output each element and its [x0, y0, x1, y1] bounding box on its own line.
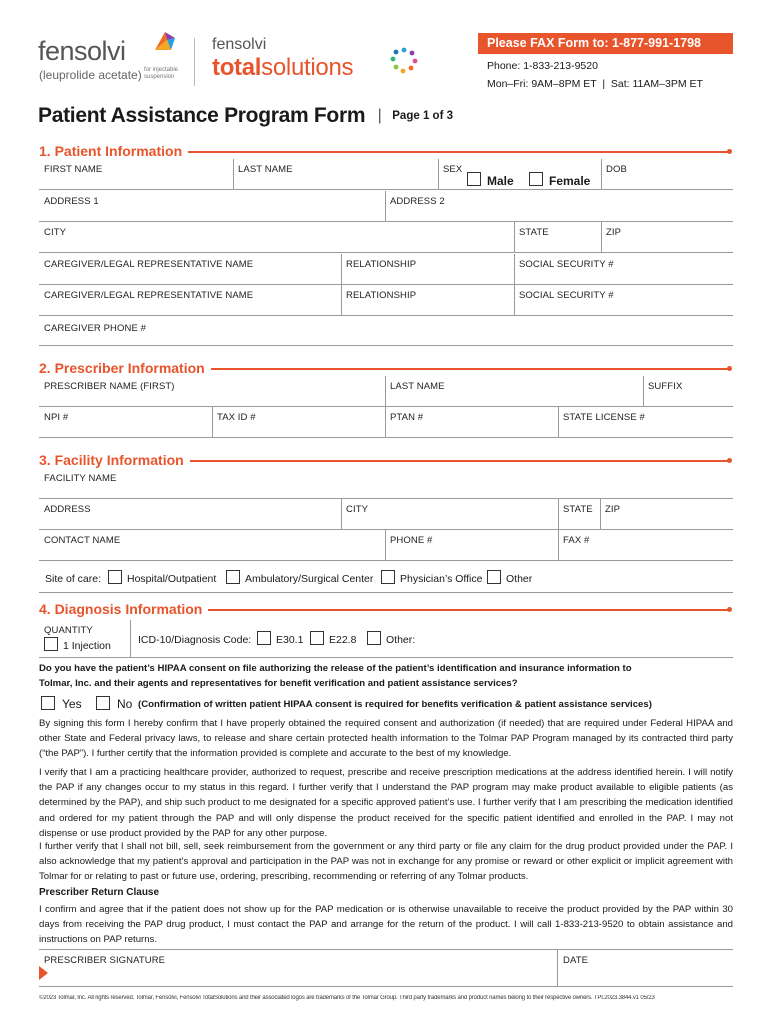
hipaa-note: (Confirmation of written patient HIPAA consent is required for benefits verification & patient assistance services): [138, 699, 652, 710]
prescriber-last-name-field[interactable]: LAST NAME: [390, 381, 445, 392]
facility-name-field[interactable]: FACILITY NAME: [44, 473, 117, 484]
ts-logo-bold: total: [212, 54, 262, 81]
icd-other-checkbox[interactable]: [367, 631, 381, 645]
fensolvi-star-logo-icon: [153, 30, 177, 52]
facility-state-field[interactable]: STATE: [563, 504, 593, 515]
divider: [438, 159, 439, 189]
fensolvi-logo-sub2a: for injectable: [144, 67, 179, 73]
row-rule: [39, 498, 733, 499]
legal-paragraph-1: By signing this form I hereby confirm that I have properly obtained the required consent and authorization (if needed) that are required under Federal HIPAA and other State and Federal privacy laws, to release and share certain protected health information to the Tolmar PAP Program managed by its contracted third party (“the PAP”). I further certify that the information provided is complete and accurate to the best of my knowledge.: [39, 718, 733, 760]
form-title: Patient Assistance Program Form: [38, 104, 366, 127]
facility-zip-field[interactable]: ZIP: [605, 504, 621, 515]
site-hospital-label: Hospital/Outpatient: [127, 573, 217, 585]
fensolvi-logo: [38, 30, 188, 90]
row-rule: [39, 949, 733, 950]
divider: [385, 376, 386, 406]
row-rule: [39, 345, 733, 346]
sex-male-checkbox[interactable]: [467, 172, 481, 186]
row-rule: [39, 284, 733, 285]
caregiver1-name-field[interactable]: CAREGIVER/LEGAL REPRESENTATIVE NAME: [44, 259, 254, 270]
site-ambulatory-checkbox[interactable]: [226, 570, 240, 584]
fensolvi-logo-sub2b: suspension: [144, 74, 175, 80]
signature-date-field[interactable]: DATE: [563, 955, 589, 966]
icd-e301-label: E30.1: [276, 634, 304, 646]
divider: [557, 950, 558, 986]
sex-male-label: Male: [487, 174, 514, 188]
facility-contact-field[interactable]: CONTACT NAME: [44, 535, 121, 546]
patient-section-dot: [727, 149, 732, 154]
diagnosis-section-dot: [727, 607, 732, 612]
caregiver1-ssn-field[interactable]: SOCIAL SECURITY #: [519, 259, 614, 270]
caregiver2-relationship-field[interactable]: RELATIONSHIP: [346, 290, 417, 301]
divider: [558, 407, 559, 437]
patient-section-title: 1. Patient Information: [39, 143, 188, 159]
patient-address1-field[interactable]: ADDRESS 1: [44, 196, 99, 207]
prescriber-section-title: 2. Prescriber Information: [39, 360, 211, 376]
legal-paragraph-2: I verify that I am a practicing healthcare provider, authorized to request, prescribe and receive prescription medications at the address identified herein. I will notify the PAP if any changes occur to my status in this regard. I further verify that I understand the PAP program may make product available to eligible patients (as determined by the PAP), and ship such product to me designated for a specific approved patient’s use. I further verify that I am prescribing the medication identified and ordered for my patient through the PAP and will only dispense the product received for the specific patient identified and enrolled in the PAP. I may not dispense or use product provided by the PAP for any other purpose.: [39, 767, 733, 839]
legal-paragraph-3: I further verify that I shall not bill, sell, seek reimbursement from the government or any third party or file any claim for the drug product provided under the PAP. I also acknowledge that my patient’s approval and participation in the PAP was not in exchange for any promise or reward or other explicit or implicit agreement with Tolmar for or relating to past or future use, ordering, prescribing, recommending or referring of any Tolmar products.: [39, 841, 733, 883]
row-rule: [39, 252, 733, 253]
hipaa-question-line2: Tolmar, Inc. and their agents and representatives for benefit verification and patient assistance services?: [39, 677, 518, 689]
total-solutions-logo: [212, 36, 422, 86]
icd-e228-checkbox[interactable]: [310, 631, 324, 645]
divider: [341, 254, 342, 284]
divider: [385, 191, 386, 221]
title-separator: |: [377, 107, 382, 124]
sex-female-label: Female: [549, 174, 591, 188]
facility-section-dot: [727, 458, 732, 463]
row-rule: [39, 986, 733, 987]
fensolvi-logo-name: fensolvi: [38, 36, 126, 66]
patient-last-name-field[interactable]: LAST NAME: [238, 164, 293, 175]
site-of-care-label: Site of care:: [45, 573, 102, 585]
patient-sex-label: SEX: [443, 164, 463, 175]
icd-code-label: ICD-10/Diagnosis Code:: [138, 634, 252, 646]
quantity-label: QUANTITY: [44, 625, 93, 636]
divider: [341, 499, 342, 529]
ts-logo-main: [212, 54, 353, 82]
divider: [514, 285, 515, 315]
prescriber-ptan-field[interactable]: PTAN #: [390, 412, 424, 423]
caregiver-phone-field[interactable]: CAREGIVER PHONE #: [44, 323, 147, 334]
site-other-checkbox[interactable]: [487, 570, 501, 584]
sex-female-checkbox[interactable]: [529, 172, 543, 186]
patient-zip-field[interactable]: ZIP: [606, 227, 622, 238]
facility-fax-field[interactable]: FAX #: [563, 535, 590, 546]
hipaa-question-rest: authorizing the release of the patient’s identification and insurance information to: [256, 663, 632, 674]
row-rule: [39, 657, 733, 658]
site-other-label: Other: [506, 573, 533, 585]
hipaa-no-label: No: [117, 697, 133, 711]
icd-e228-label: E22.8: [329, 634, 357, 646]
facility-address-field[interactable]: ADDRESS: [44, 504, 91, 515]
site-physician-label: Physician’s Office: [400, 573, 483, 585]
hipaa-yes-label: Yes: [62, 697, 82, 711]
divider: [601, 159, 602, 189]
caregiver2-ssn-field[interactable]: SOCIAL SECURITY #: [519, 290, 614, 301]
row-rule: [39, 592, 733, 593]
divider: [558, 499, 559, 529]
row-rule: [39, 529, 733, 530]
ts-logo-light: solutions: [261, 54, 354, 81]
page-title: [38, 104, 453, 128]
patient-address2-field[interactable]: ADDRESS 2: [390, 196, 445, 207]
hipaa-question: [39, 662, 739, 691]
divider: [558, 530, 559, 560]
row-rule: [39, 315, 733, 316]
icd-e301-checkbox[interactable]: [257, 631, 271, 645]
divider: [643, 376, 644, 406]
divider: [130, 620, 131, 658]
facility-phone-field[interactable]: PHONE #: [390, 535, 433, 546]
divider: [600, 499, 601, 529]
prescriber-npi-field[interactable]: NPI #: [44, 412, 69, 423]
hipaa-yes-checkbox[interactable]: [41, 696, 55, 710]
site-hospital-checkbox[interactable]: [108, 570, 122, 584]
divider: [601, 222, 602, 252]
divider: [385, 407, 386, 437]
prescriber-first-name-field[interactable]: PRESCRIBER NAME (FIRST): [44, 381, 175, 392]
row-rule: [39, 560, 733, 561]
hipaa-question-bold: Do you have the patient’s HIPAA consent on file: [39, 663, 257, 674]
divider: [385, 530, 386, 560]
patient-state-field[interactable]: STATE: [519, 227, 549, 238]
return-clause: I confirm and agree that if the patient does not show up for the PAP medication or is otherwise unavailable to receive the product provided by the PAP within 30 days from receiving the PAP drug product, I must contact the PAP and arrange for the return of the product. I will call 1-833-213-9520 to obtain assistance and instructions on PAP returns.: [39, 904, 733, 946]
divider: [514, 222, 515, 252]
fensolvi-logo-sub: (leuprolide acetate): [39, 68, 142, 82]
icd-other-label: Other:: [386, 634, 416, 646]
contact-hours: Mon–Fri: 9AM–8PM ET | Sat: 11AM–3PM ET: [487, 78, 703, 90]
row-rule: [39, 189, 733, 190]
facility-city-field[interactable]: CITY: [346, 504, 369, 515]
contact-phone: Phone: 1-833-213-9520: [487, 60, 598, 72]
divider: [233, 159, 234, 189]
signature-arrow-icon: [39, 966, 48, 980]
diagnosis-section-title: 4. Diagnosis Information: [39, 601, 208, 617]
logo-divider: [194, 38, 195, 86]
divider: [341, 285, 342, 315]
fax-banner: [478, 33, 733, 54]
prescriber-tax-id-field[interactable]: TAX ID #: [217, 412, 256, 423]
injection-label: 1 Injection: [63, 640, 111, 652]
row-rule: [39, 221, 733, 222]
prescriber-section-dot: [727, 366, 732, 371]
prescriber-suffix-field[interactable]: SUFFIX: [648, 381, 683, 392]
hipaa-no-checkbox[interactable]: [96, 696, 110, 710]
caregiver1-relationship-field[interactable]: RELATIONSHIP: [346, 259, 417, 270]
divider: [212, 407, 213, 437]
site-ambulatory-label: Ambulatory/Surgical Center: [245, 573, 374, 585]
injection-checkbox[interactable]: [44, 637, 58, 651]
return-clause-title: Prescriber Return Clause: [39, 887, 160, 898]
site-physician-checkbox[interactable]: [381, 570, 395, 584]
ts-logo-top: fensolvi: [212, 36, 267, 53]
prescriber-signature-field[interactable]: PRESCRIBER SIGNATURE: [44, 955, 166, 966]
page-number: Page 1 of 3: [392, 110, 453, 122]
prescriber-state-license-field[interactable]: STATE LICENSE #: [563, 412, 645, 423]
row-rule: [39, 406, 733, 407]
facility-section-title: 3. Facility Information: [39, 452, 190, 468]
caregiver2-name-field[interactable]: CAREGIVER/LEGAL REPRESENTATIVE NAME: [44, 290, 254, 301]
footer-legal: ©2023 Tolmar, Inc. All rights reserved. Tolmar, Fensolvi, Fensolvi TotalSolutions and their associated logos are trademarks of the Tolmar Group. Third party trademarks and product names belong to their respective owners. TPI.2023.3844.v1 05/23: [39, 995, 655, 1001]
divider: [514, 254, 515, 284]
patient-first-name-field[interactable]: FIRST NAME: [44, 164, 103, 175]
row-rule: [39, 437, 733, 438]
total-solutions-circle-logo-icon: [390, 46, 418, 74]
patient-dob-field[interactable]: DOB: [606, 164, 627, 175]
fax-banner-text: Please FAX Form to: 1-877-991-1798: [487, 36, 701, 50]
patient-city-field[interactable]: CITY: [44, 227, 67, 238]
